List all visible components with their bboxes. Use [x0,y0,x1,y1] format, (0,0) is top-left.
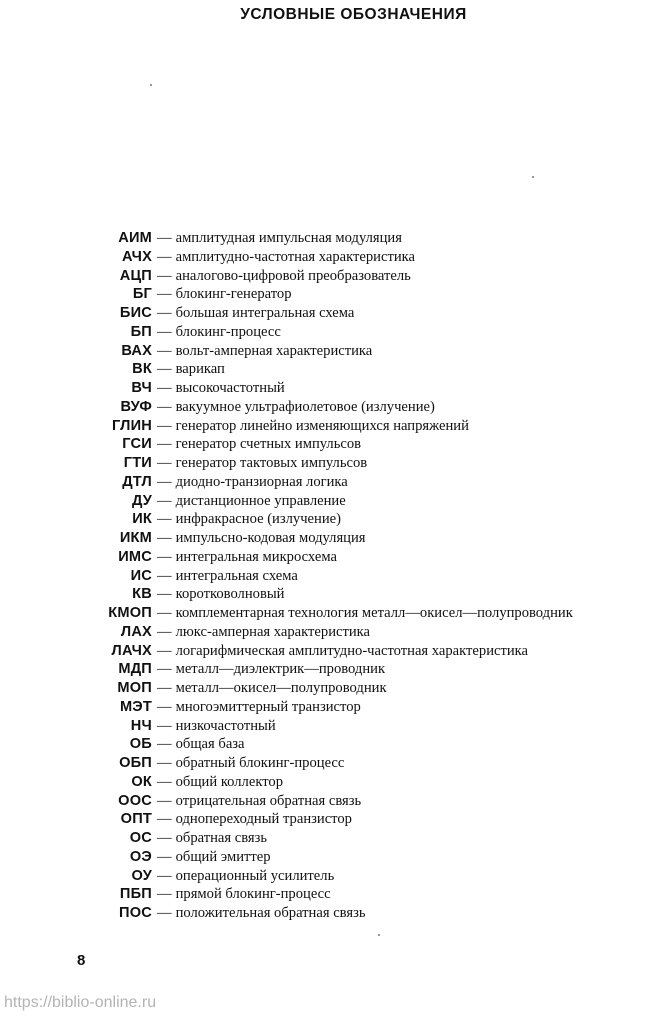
abbreviation-definition: инфракрасное (излучение) [175,511,341,528]
abbreviation-definition: металл—окисел—полупроводник [175,680,387,696]
abbreviation-entry [0,435,652,454]
abbreviation-definition: диодно-транзиорная логика [175,473,348,490]
abbreviation-definition: интегральная микросхема [175,548,337,565]
abbreviation-entry [0,473,652,492]
abbreviation-term: ДУ [131,492,152,509]
scan-speck [378,934,380,936]
em-dash-separator: — [157,586,172,603]
abbreviation-term: ОПТ [120,811,152,828]
em-dash-separator: — [157,230,172,246]
abbreviation-definition: коротковолновый [175,586,285,603]
em-dash-separator: — [157,680,172,696]
abbreviation-term: ОБП [119,755,152,771]
em-dash-separator: — [157,792,172,809]
abbreviation-entry [0,679,652,698]
abbreviation-definition: люкс-амперная характеристика [175,623,371,640]
abbreviation-term: БГ [132,286,152,303]
abbreviation-term: НЧ [130,717,152,734]
abbreviation-definition: операционный усилитель [175,867,335,884]
abbreviation-entry [0,754,652,773]
abbreviation-term: ПОС [119,905,152,921]
em-dash-separator: — [157,436,172,453]
abbreviation-definition: однопереходный транзистор [175,811,352,828]
abbreviation-entry [0,285,652,304]
abbreviation-term: МОП [117,680,152,696]
abbreviation-definition: прямой блокинг-процесс [175,886,331,903]
abbreviation-entry [0,510,652,529]
abbreviation-definition: общая база [175,736,245,753]
abbreviation-entry [0,567,652,586]
scan-speck [532,176,534,178]
em-dash-separator: — [157,830,172,846]
abbreviation-entry [0,529,652,548]
abbreviation-entry [0,398,652,417]
abbreviation-entry [0,604,652,623]
em-dash-separator: — [157,661,172,678]
abbreviation-term: ПБП [119,886,152,903]
abbreviation-term: ЛАЧХ [111,642,152,659]
em-dash-separator: — [157,886,172,903]
em-dash-separator: — [157,717,172,734]
abbreviation-definition: блокинг-процесс [175,323,281,340]
em-dash-separator: — [157,380,172,396]
abbreviation-definition: обратная связь [175,830,268,846]
abbreviation-definition: интегральная схема [175,567,298,584]
abbreviation-definition: вакуумное ультрафиолетовое (излучение) [175,398,435,415]
abbreviation-term: МЭТ [119,698,152,715]
abbreviation-definition: общий эмиттер [175,848,271,865]
abbreviation-term: ОУ [131,867,152,884]
em-dash-separator: — [157,567,172,584]
em-dash-separator: — [157,267,172,284]
abbreviation-entry [0,698,652,717]
abbreviation-definition: генератор линейно изменяющихся напряжений [175,417,469,434]
abbreviation-entry [0,360,652,379]
abbreviation-term: ДТЛ [122,473,152,490]
abbreviation-entry [0,717,652,736]
abbreviation-definition: импульсно-кодовая модуляция [175,530,366,546]
abbreviation-entry [0,585,652,604]
abbreviation-term: ГЛИН [112,417,152,434]
em-dash-separator: — [157,455,172,471]
abbreviation-term: ВУФ [120,398,152,415]
em-dash-separator: — [157,605,172,621]
abbreviation-entry [0,660,652,679]
abbreviation-definition: аналогово-цифровой преобразователь [175,267,411,284]
em-dash-separator: — [157,492,172,509]
em-dash-separator: — [157,548,172,565]
abbreviation-term: БИС [119,305,152,321]
abbreviation-entry [0,792,652,811]
abbreviation-definition: генератор счетных импульсов [175,436,362,453]
em-dash-separator: — [157,323,172,340]
abbreviation-definition: отрицательная обратная связь [175,792,362,809]
abbreviation-definition: положительная обратная связь [175,905,366,921]
abbreviation-term: ВАХ [121,342,152,359]
abbreviation-list [0,229,652,923]
abbreviation-entry [0,623,652,642]
abbreviation-definition: дистанционное управление [175,492,346,509]
em-dash-separator: — [157,286,172,303]
abbreviation-term: ИК [132,511,152,528]
abbreviation-entry [0,342,652,361]
em-dash-separator: — [157,361,172,378]
abbreviation-definition: обратный блокинг-процесс [175,755,345,771]
em-dash-separator: — [157,511,172,528]
abbreviation-term: ЛАХ [120,623,152,640]
abbreviation-entry [0,417,652,436]
abbreviation-entry [0,454,652,473]
abbreviation-entry [0,829,652,848]
abbreviation-term: ИМС [118,548,152,565]
em-dash-separator: — [157,642,172,659]
page-number: 8 [77,952,86,969]
em-dash-separator: — [157,417,172,434]
em-dash-separator: — [157,736,172,753]
em-dash-separator: — [157,248,172,265]
em-dash-separator: — [157,755,172,771]
abbreviation-entry [0,248,652,267]
em-dash-separator: — [157,698,172,715]
abbreviation-term: ОЭ [129,848,152,865]
abbreviation-term: ОК [131,773,152,790]
abbreviation-term: ВК [132,361,152,378]
abbreviation-definition: вольт-амперная характеристика [175,342,373,359]
abbreviation-entry [0,773,652,792]
abbreviation-entry [0,904,652,923]
em-dash-separator: — [157,867,172,884]
abbreviation-definition: амплитудно-частотная характеристика [175,248,416,265]
abbreviation-definition: амплитудная импульсная модуляция [175,230,402,246]
em-dash-separator: — [157,623,172,640]
abbreviation-entry [0,810,652,829]
abbreviation-term: КМОП [108,605,152,621]
em-dash-separator: — [157,848,172,865]
abbreviation-term: ООС [118,792,152,809]
em-dash-separator: — [157,530,172,546]
abbreviation-entry [0,548,652,567]
abbreviation-entry [0,492,652,511]
abbreviation-term: ВЧ [131,380,152,396]
abbreviation-term: ГСИ [122,436,152,453]
em-dash-separator: — [157,473,172,490]
abbreviation-definition: низкочастотный [175,717,276,734]
abbreviation-entry [0,379,652,398]
em-dash-separator: — [157,905,172,921]
abbreviation-term: ИС [130,567,152,584]
abbreviation-entry [0,323,652,342]
abbreviation-entry [0,642,652,661]
em-dash-separator: — [157,398,172,415]
abbreviation-term: КВ [132,586,152,603]
abbreviation-definition: многоэмиттерный транзистор [175,698,361,715]
abbreviation-term: АЦП [119,267,152,284]
abbreviation-entry [0,735,652,754]
em-dash-separator: — [157,811,172,828]
abbreviation-definition: общий коллектор [175,773,283,790]
abbreviation-entry [0,229,652,248]
abbreviation-entry [0,848,652,867]
abbreviation-entry [0,885,652,904]
abbreviation-term: ИКМ [119,530,152,546]
abbreviation-definition: логарифмическая амплитудно-частотная характеристика [175,642,529,659]
abbreviation-definition: блокинг-генератор [175,286,292,303]
em-dash-separator: — [157,305,172,321]
abbreviation-term: МДП [118,661,152,678]
em-dash-separator: — [157,342,172,359]
abbreviation-definition: высокочастотный [175,380,285,396]
abbreviation-term: АИМ [118,230,152,246]
scan-speck [150,84,152,86]
abbreviation-entry [0,867,652,886]
abbreviation-term: ГТИ [123,455,152,471]
abbreviation-term: АЧХ [121,248,152,265]
abbreviation-entry [0,267,652,286]
abbreviation-term: ОС [129,830,152,846]
abbreviation-definition: большая интегральная схема [175,305,355,321]
abbreviation-definition: металл—диэлектрик—проводник [175,661,386,678]
watermark-url: https://biblio-online.ru [4,994,157,1011]
abbreviation-definition: варикап [175,361,225,378]
abbreviation-definition: комплементарная технология металл—окисел—полупроводник [175,605,573,621]
abbreviation-term: БП [130,323,152,340]
abbreviation-definition: генератор тактовых импульсов [175,455,368,471]
abbreviation-term: ОБ [129,736,152,753]
page-title: УСЛОВНЫЕ ОБОЗНАЧЕНИЯ [240,6,467,23]
em-dash-separator: — [157,773,172,790]
abbreviation-entry [0,304,652,323]
